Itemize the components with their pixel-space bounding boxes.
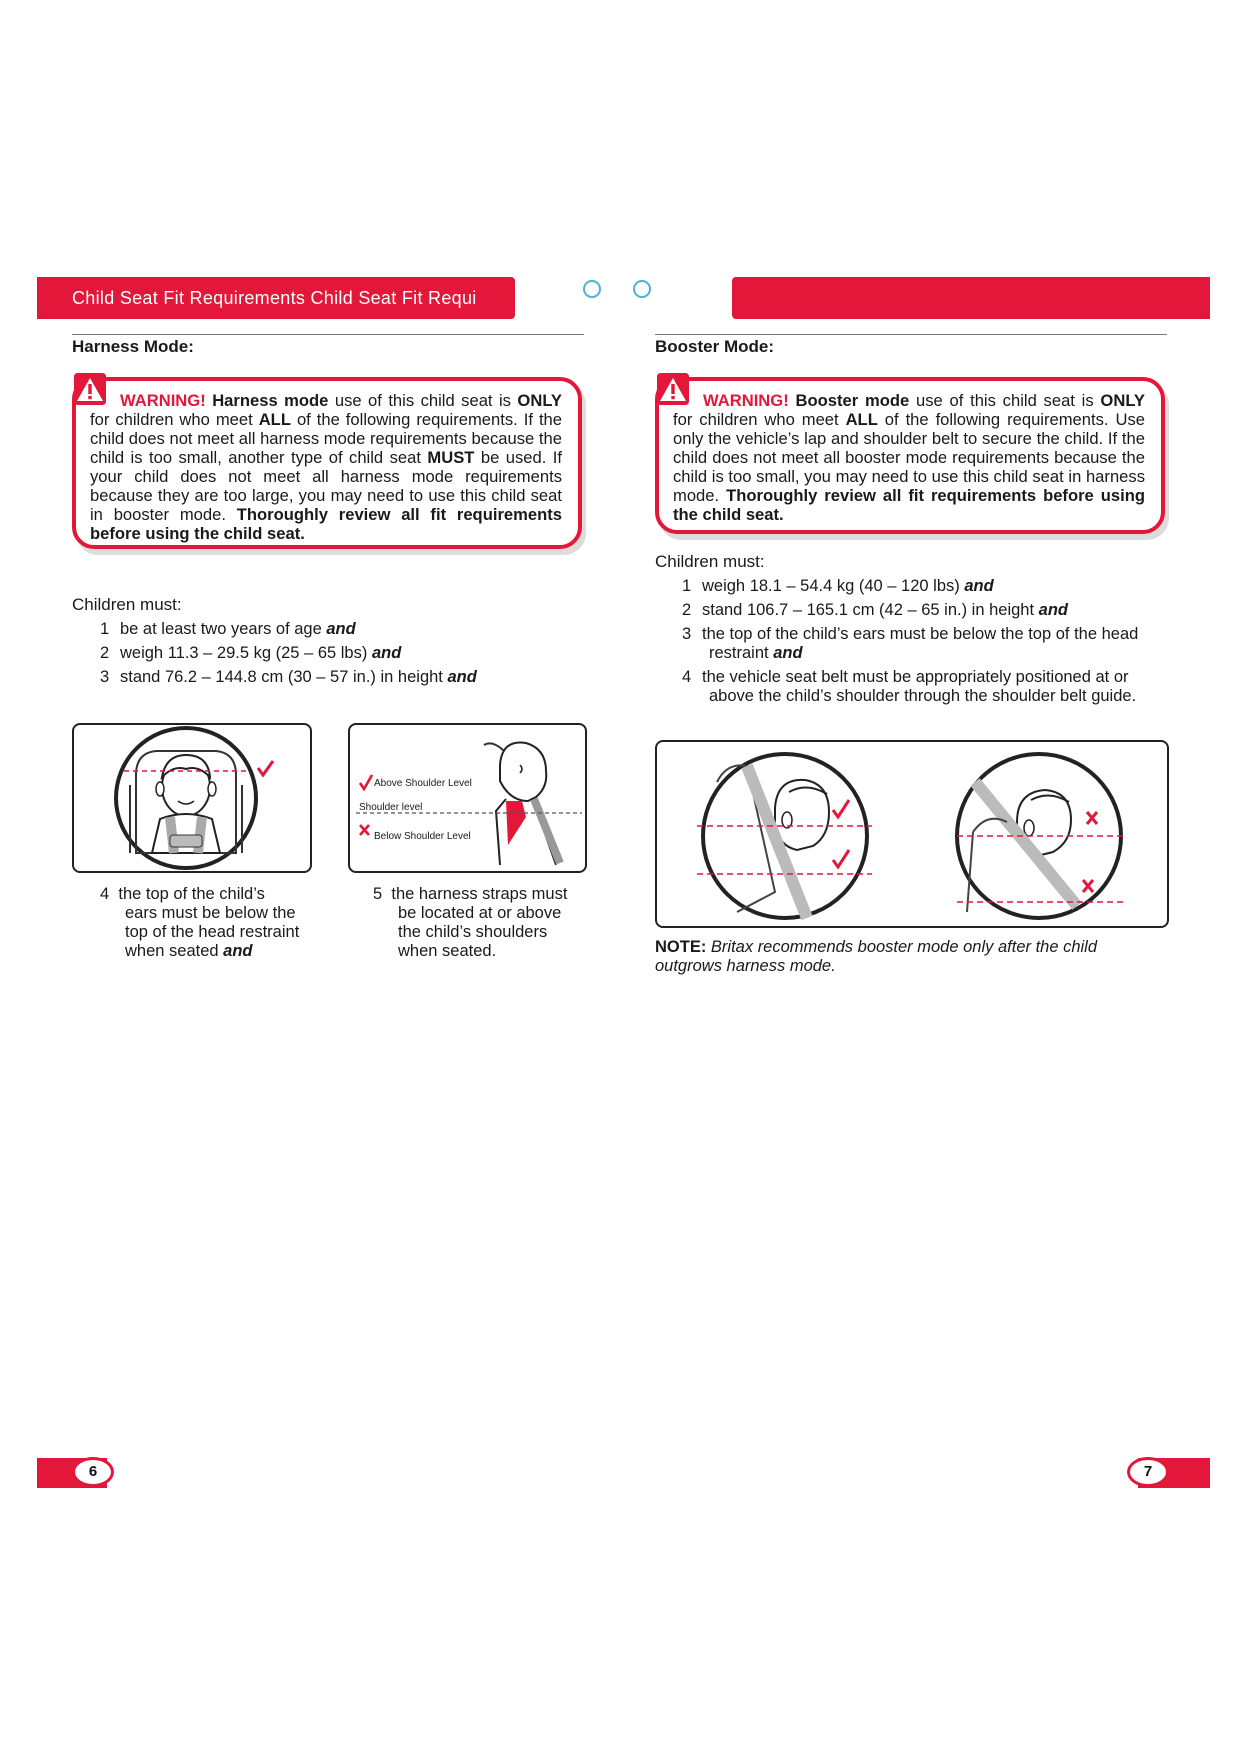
section-rule xyxy=(72,334,584,335)
list-item: 1 weigh 18.1 – 54.4 kg (40 – 120 lbs) and xyxy=(682,577,994,595)
booster-fit-illustration xyxy=(657,742,1167,926)
shoulder-level-illustration xyxy=(350,725,585,871)
warning-text: ONLY xyxy=(1100,391,1145,410)
list-item: 4 the vehicle seat belt must be appropriately positioned at or above the child’s shoulder through the shoulder belt guide. xyxy=(682,668,1137,705)
list-item: 1 be at least two years of age and xyxy=(100,620,356,638)
warning-icon xyxy=(71,373,109,407)
harness-title: Harness Mode: xyxy=(72,337,194,356)
children-must-label: Children must: xyxy=(72,595,182,614)
warning-label: WARNING! xyxy=(120,391,206,410)
warning-text: Thoroughly review all fit requirements before using the child seat. xyxy=(673,486,1145,524)
list-item: 2 stand 106.7 – 165.1 cm (42 – 65 in.) in height and xyxy=(682,601,1068,619)
warning-text: MUST xyxy=(427,448,475,467)
harness-warning-box xyxy=(72,377,582,549)
header-bar-right xyxy=(732,277,1210,319)
list-item: 3 stand 76.2 – 144.8 cm (30 – 57 in.) in height and xyxy=(100,668,477,686)
figure-caption-5: 5 the harness straps must be located at or above the child’s shoulders when seated. xyxy=(373,885,568,960)
harness-requirements xyxy=(100,617,580,689)
warning-text: of the following requirements. Use only the vehicle’s lap and shoulder belt to secure the child. If the child does not meet all booster mode requirements because the child is too small, you may need to use this child seat in harness mode. xyxy=(673,410,1145,505)
binding-ring-icon xyxy=(583,280,601,298)
figure-caption-4: 4 the top of the child’s ears must be below the top of the head restraint when seated and xyxy=(100,885,300,960)
header-title: Child Seat Fit Requirements Child Seat Fit Requi xyxy=(72,288,477,308)
above-shoulder-label: Above Shoulder Level xyxy=(374,778,472,789)
page-number: 7 xyxy=(1127,1457,1169,1487)
warning-text: Harness mode xyxy=(212,391,329,410)
warning-text: Thoroughly review all fit requirements before using the child seat. xyxy=(90,505,563,543)
warning-icon xyxy=(654,373,692,407)
header-title-bar xyxy=(37,277,515,319)
figure-head-restraint xyxy=(72,723,312,873)
warning-text: ONLY xyxy=(517,391,562,410)
children-must-label: Children must: xyxy=(655,552,765,571)
warning-text: use of this child seat is xyxy=(328,391,518,410)
warning-text: ALL xyxy=(258,410,291,429)
booster-title: Booster Mode: xyxy=(655,337,774,356)
warning-label: WARNING! xyxy=(703,391,789,410)
list-item: 3 the top of the child’s ears must be below the top of the head restraint and xyxy=(682,625,1139,662)
page-number: 6 xyxy=(72,1457,114,1487)
booster-requirements xyxy=(682,574,1182,706)
booster-warning-box xyxy=(655,377,1165,534)
booster-note: NOTE: Britax recommends booster mode only after the child outgrows harness mode. xyxy=(655,938,1098,975)
warning-text: of the following requirements. If the child does not meet all harness mode requirements because the child is too small, another type of child seat xyxy=(90,410,563,467)
figure-shoulder-level xyxy=(348,723,587,873)
section-rule xyxy=(655,334,1167,335)
warning-text: for children who meet xyxy=(673,410,846,429)
warning-text: use of this child seat is xyxy=(909,391,1101,410)
figure-booster-fit xyxy=(655,740,1169,928)
child-harness-illustration xyxy=(74,725,310,871)
shoulder-level-label: Shoulder level xyxy=(359,802,423,813)
warning-text: Booster mode xyxy=(795,391,910,410)
binding-ring-icon xyxy=(633,280,651,298)
warning-text: ALL xyxy=(845,410,878,429)
below-shoulder-label: Below Shoulder Level xyxy=(374,831,471,842)
warning-text: for children who meet xyxy=(90,410,259,429)
warning-text: be used. If your child does not meet all harness mode requirements because they are too large, you may need to use this child seat in booster mode. xyxy=(90,448,562,524)
list-item: 2 weigh 11.3 – 29.5 kg (25 – 65 lbs) and xyxy=(100,644,402,662)
